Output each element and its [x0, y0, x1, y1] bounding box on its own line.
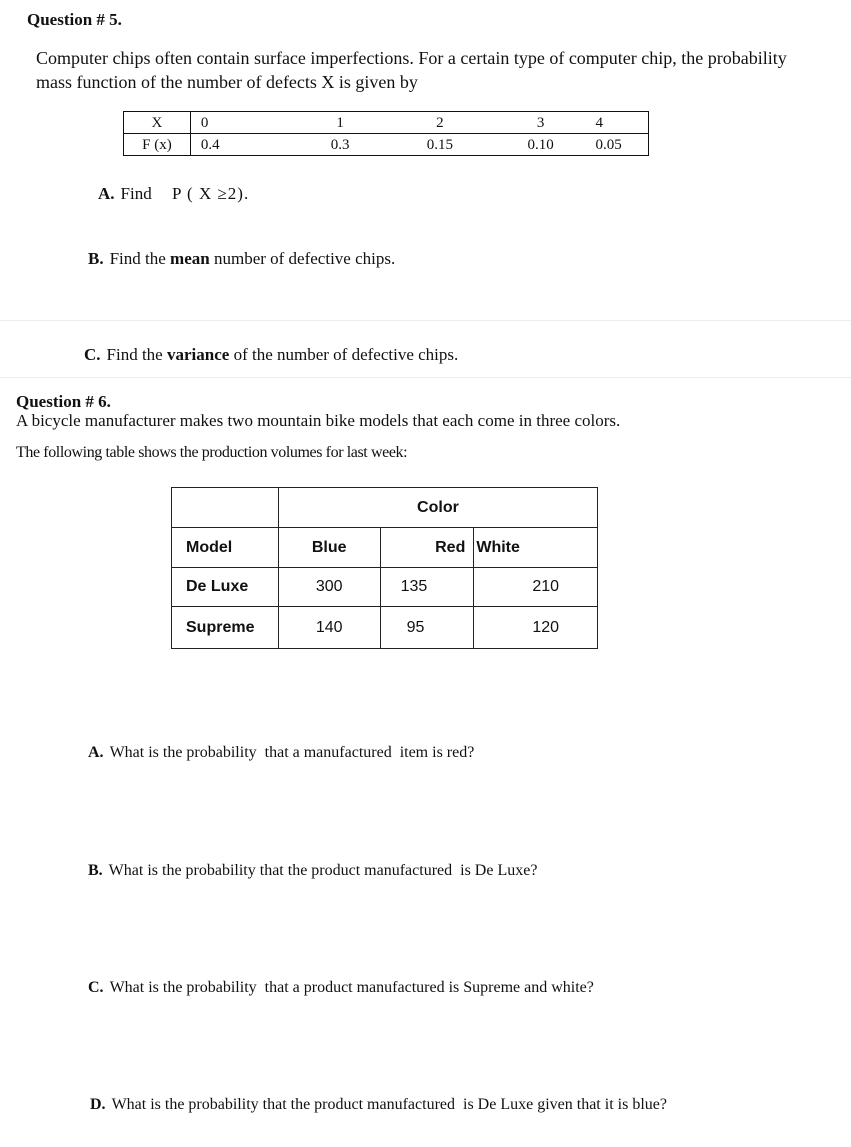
production-table — [171, 487, 598, 649]
part-label: B. — [88, 249, 104, 268]
model-name: De Luxe — [172, 568, 279, 607]
table-row — [172, 568, 598, 607]
table-cell: 140 — [278, 607, 380, 649]
divider — [0, 320, 851, 321]
pmf-f-value: 0.3 — [290, 134, 390, 156]
pmf-x-label: X — [124, 112, 191, 134]
question-5-intro — [36, 46, 787, 94]
table-row — [172, 607, 598, 649]
pmf-x-row — [124, 112, 649, 134]
color-header-red: Red — [380, 528, 474, 568]
question-6-intro-line-1: A bicycle manufacturer makes two mountain bike models that each come in three colors. — [16, 411, 621, 430]
part-text: What is the probability that the product manufactured is De Luxe given that it is blue? — [111, 1096, 667, 1113]
part-label: B. — [88, 862, 103, 879]
pmf-x-value: 4 — [592, 112, 649, 134]
question-6-part-d — [90, 1096, 667, 1114]
pmf-f-row — [124, 134, 649, 156]
question-5-part-c — [84, 345, 458, 365]
table-header-row — [172, 488, 598, 528]
color-group-header: Color — [278, 488, 597, 528]
pmf-f-value: 0.10 — [490, 134, 592, 156]
part-text: What is the probability that the product manufactured is De Luxe? — [108, 862, 538, 879]
divider — [0, 377, 851, 378]
table-subheader-row — [172, 528, 598, 568]
pmf-x-value: 0 — [190, 112, 290, 134]
part-label: A. — [98, 184, 115, 203]
color-header-blue: Blue — [278, 528, 380, 568]
part-c-text-pre: Find the — [106, 345, 167, 364]
model-name: Supreme — [172, 607, 279, 649]
model-header: Model — [172, 528, 279, 568]
part-label: D. — [90, 1096, 106, 1113]
pmf-f-value: 0.15 — [390, 134, 490, 156]
part-b-text-pre: Find the — [109, 249, 171, 268]
question-5-part-a — [98, 184, 249, 204]
table-cell: 300 — [278, 568, 380, 607]
question-6-part-a — [88, 744, 474, 762]
pmf-x-value: 3 — [490, 112, 592, 134]
part-a-expression: P ( X ≥2). — [171, 184, 250, 203]
question-5-intro-line-1: Computer chips often contain surface imperfections. For a certain type of computer chip, the probability — [36, 48, 787, 68]
part-label: C. — [84, 345, 101, 364]
part-c-keyword: variance — [166, 345, 230, 364]
table-cell: 135 — [380, 568, 474, 607]
part-label: A. — [88, 744, 104, 761]
question-6-part-b — [88, 862, 537, 880]
pmf-f-label: F (x) — [124, 134, 191, 156]
part-a-text: Find — [120, 184, 152, 203]
question-5-part-b — [88, 249, 395, 269]
table-cell: 210 — [474, 568, 598, 607]
part-text: What is the probability that a product manufactured is Supreme and white? — [109, 979, 594, 996]
pmf-x-value: 1 — [290, 112, 390, 134]
empty-cell — [172, 488, 279, 528]
pmf-x-value: 2 — [390, 112, 490, 134]
table-cell: 120 — [474, 607, 598, 649]
question-6-intro-line-2: The following table shows the production volumes for last week: — [16, 444, 408, 461]
pmf-table — [123, 111, 649, 156]
question-5-intro-line-2: mass function of the number of defects X is given by — [36, 72, 418, 92]
pmf-f-value: 0.05 — [592, 134, 649, 156]
color-header-white: White — [474, 528, 598, 568]
part-text: What is the probability that a manufactured item is red? — [109, 744, 475, 761]
part-b-text-post: number of defective chips. — [209, 249, 396, 268]
table-cell: 95 — [380, 607, 474, 649]
part-c-text-post: of the number of defective chips. — [229, 345, 459, 364]
pmf-f-value: 0.4 — [190, 134, 290, 156]
question-6-title: Question # 6. — [16, 392, 111, 411]
part-label: C. — [88, 979, 104, 996]
question-6-part-c — [88, 979, 594, 997]
part-b-keyword: mean — [170, 249, 210, 268]
question-5-title: Question # 5. — [27, 10, 122, 29]
